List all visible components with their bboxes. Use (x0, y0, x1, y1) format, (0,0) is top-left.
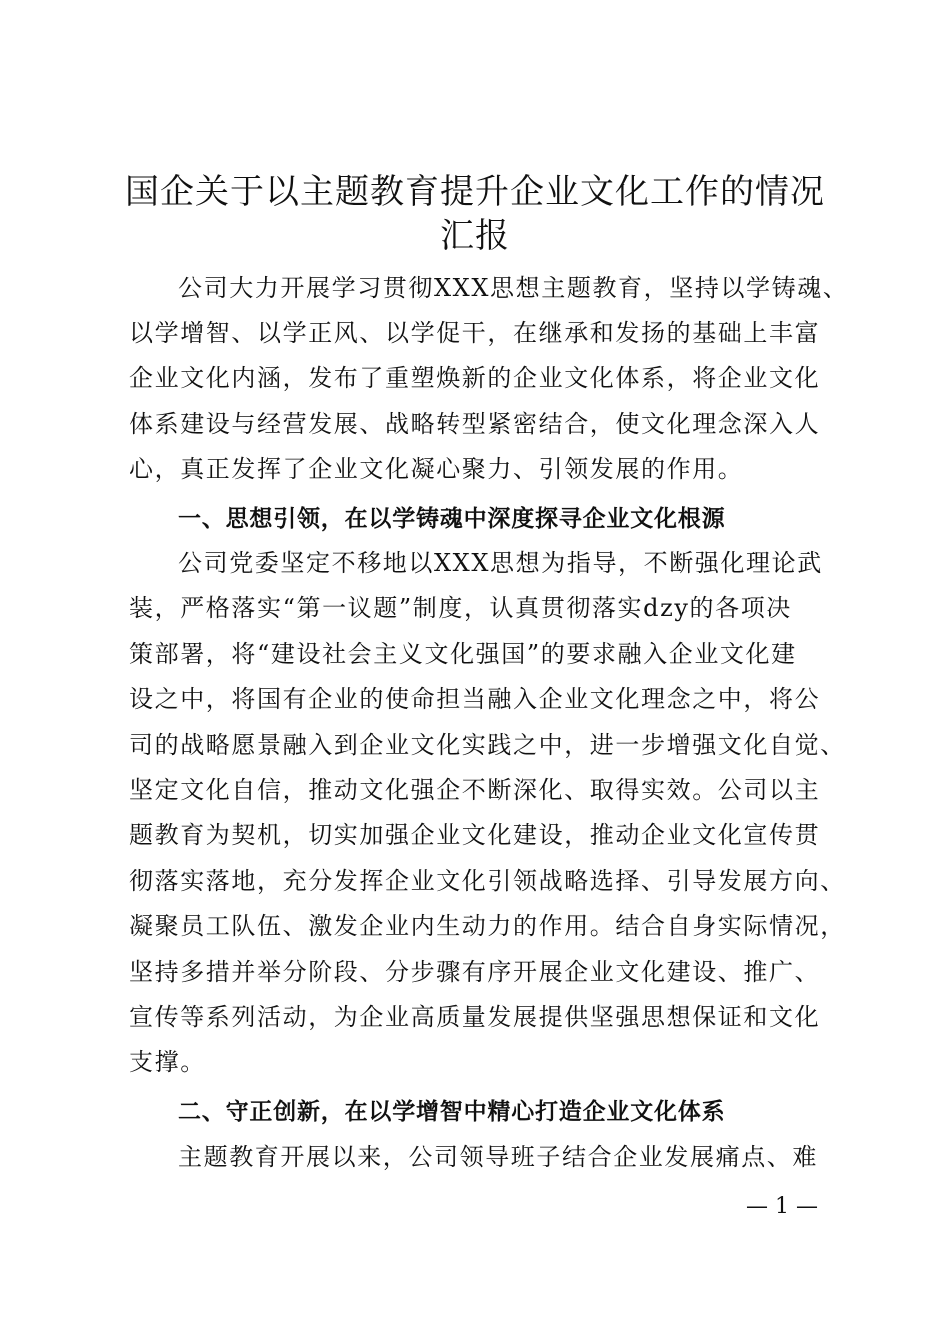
section-2-heading: 二、守正创新，在以学增智中精心打造企业文化体系 (178, 1099, 726, 1125)
document-title-line-2: 汇报 (440, 216, 510, 256)
section-1-paragraph-line: 司的战略愿景融入到企业文化实践之中，进一步增强文化自觉、 (129, 731, 846, 759)
section-1-paragraph-line: 支撑。 (129, 1048, 206, 1076)
page-number: — 1 — (746, 1194, 818, 1219)
section-1-paragraph-line: 坚定文化自信，推动文化强企不断深化、取得实效。公司以主 (129, 776, 821, 804)
section-1-paragraph-line: 坚持多措并举分阶段、分步骤有序开展企业文化建设、推广、 (129, 958, 821, 986)
section-1-paragraph-line: 彻落实落地，充分发挥企业文化引领战略选择、引导发展方向、 (129, 867, 846, 895)
section-2-paragraph-line: 主题教育开展以来，公司领导班子结合企业发展痛点、难 (178, 1143, 818, 1171)
section-1-paragraph-line: 装，严格落实“第一议题”制度，认真贯彻落实dzy的各项决 (129, 594, 792, 622)
section-1-paragraph-line: 题教育为契机，切实加强企业文化建设，推动企业文化宣传贯 (129, 821, 821, 849)
section-1-paragraph-line: 设之中，将国有企业的使命担当融入企业文化理念之中，将公 (129, 685, 821, 713)
section-1-paragraph-line: 策部署，将“建设社会主义文化强国”的要求融入企业文化建 (129, 640, 797, 668)
intro-paragraph-line: 体系建设与经营发展、战略转型紧密结合，使文化理念深入人 (129, 410, 821, 438)
section-1-paragraph-line: 凝聚员工队伍、激发企业内生动力的作用。结合自身实际情况， (129, 912, 846, 940)
section-1-paragraph-line: 宣传等系列活动，为企业高质量发展提供坚强思想保证和文化 (129, 1003, 821, 1031)
document-title-line-1: 国企关于以主题教育提升企业文化工作的情况 (125, 172, 825, 212)
intro-paragraph-line: 企业文化内涵，发布了重塑焕新的企业文化体系，将企业文化 (129, 364, 821, 392)
intro-paragraph-line: 心，真正发挥了企业文化凝心聚力、引领发展的作用。 (129, 455, 744, 483)
section-1-paragraph-line: 公司党委坚定不移地以XXX思想为指导，不断强化理论武 (178, 549, 823, 577)
intro-paragraph-line: 以学增智、以学正风、以学促干，在继承和发扬的基础上丰富 (129, 319, 821, 347)
section-1-heading: 一、思想引领，在以学铸魂中深度探寻企业文化根源 (178, 506, 726, 532)
intro-paragraph-line: 公司大力开展学习贯彻XXX思想主题教育，坚持以学铸魂、 (178, 274, 849, 302)
